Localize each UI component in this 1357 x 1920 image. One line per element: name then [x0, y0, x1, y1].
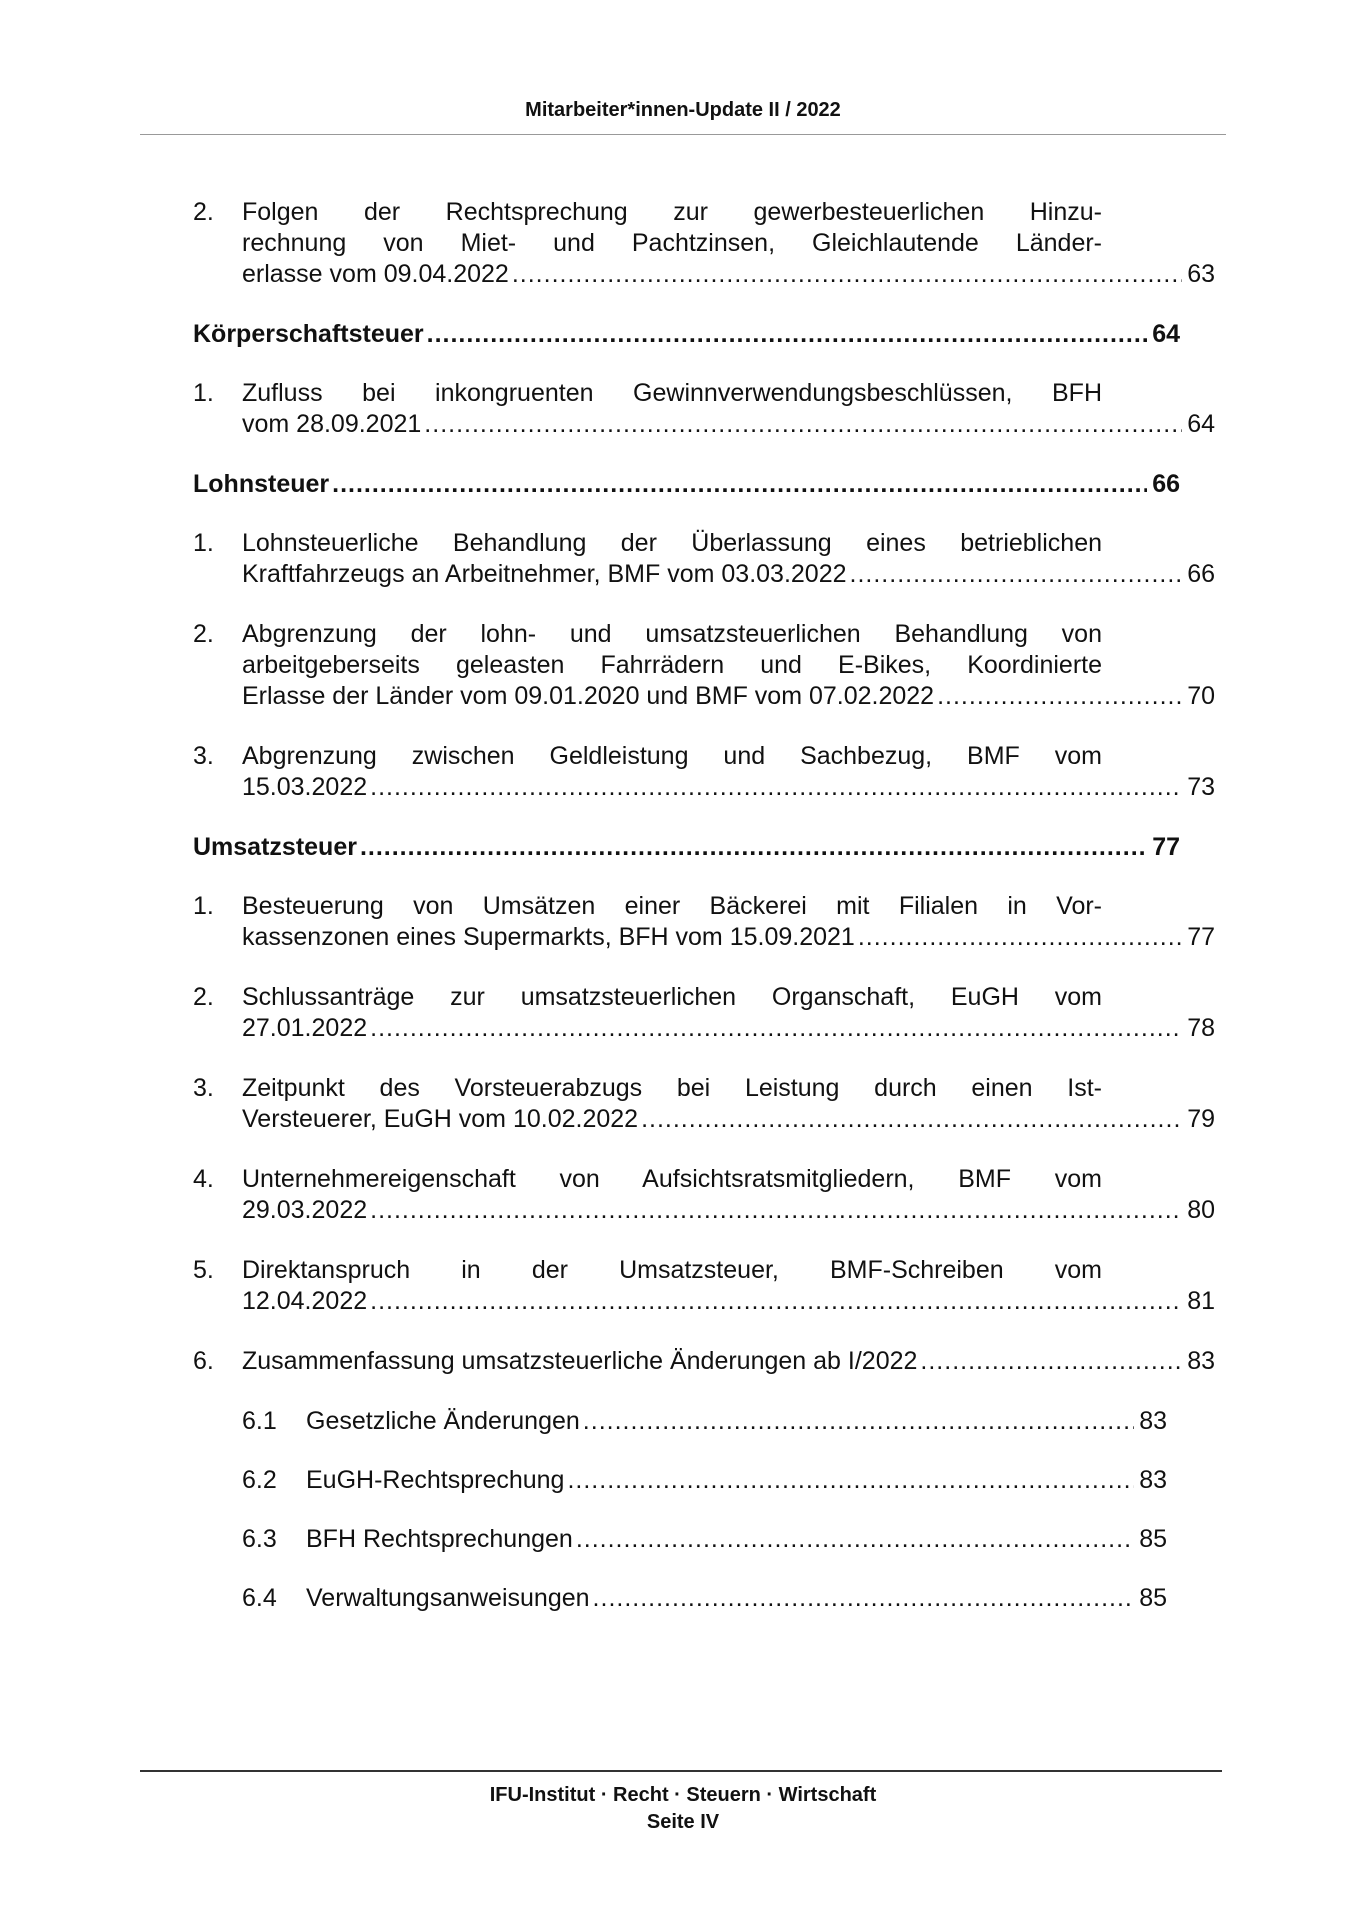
header-divider: [140, 134, 1226, 135]
toc-entry-number: 5.: [193, 1256, 214, 1284]
toc-subentry-number: 6.4: [242, 1584, 277, 1612]
toc-page-number: 85: [1139, 1525, 1167, 1553]
toc-leader-dots: [576, 1524, 1134, 1555]
toc-entry-text-line: 12.04.2022: [242, 1287, 368, 1315]
footer-page-number: Seite IV: [646, 1811, 720, 1833]
toc-page-number: 63: [1187, 260, 1215, 288]
toc-page-number: 78: [1187, 1014, 1215, 1042]
toc-entry-number: 1.: [193, 892, 214, 920]
toc-entry-text-line: arbeitgeberseits geleasten Fahrrädern und E-Bikes, Koordinierte: [242, 651, 1102, 679]
toc-leader-dots: [424, 409, 1182, 440]
toc-entry-text-line: Besteuerung von Umsätzen einer Bäckerei mit Filialen in Vor-: [242, 892, 1102, 920]
footer-divider: [140, 1770, 1222, 1772]
toc-entry-text-line: rechnung von Miet- und Pachtzinsen, Gleichlautende Länder-: [242, 229, 1102, 257]
toc-entry-text-line: Versteuerer, EuGH vom 10.02.2022: [242, 1105, 639, 1133]
footer-institute: IFU-Institut · Recht · Steuern · Wirtschaft: [489, 1784, 877, 1806]
toc-leader-dots: [858, 922, 1182, 953]
toc-leader-dots: [593, 1583, 1135, 1614]
toc-subentry-6-3[interactable]: [242, 1524, 1215, 1555]
toc-page-number: 83: [1139, 1407, 1167, 1435]
toc-entry-number: 2.: [193, 983, 214, 1011]
toc-entry-number: 1.: [193, 529, 214, 557]
toc-leader-dots: [937, 681, 1182, 712]
toc-leader-dots: [427, 319, 1148, 350]
toc-section-lohnsteuer[interactable]: [193, 469, 1215, 500]
toc-entry-koerperschaft-1[interactable]: [193, 378, 1215, 440]
toc-page-number: 70: [1187, 682, 1215, 710]
toc-subentry-label: Gesetzliche Änderungen: [306, 1407, 580, 1435]
page-header: Mitarbeiter*innen-Update II / 2022: [525, 99, 841, 121]
toc-subentry-6-1[interactable]: [242, 1406, 1215, 1437]
toc-subentry-label: EuGH-Rechtsprechung: [306, 1466, 565, 1494]
toc-entry-text-line: vom 28.09.2021: [242, 410, 422, 438]
toc-entry-text-line: erlasse vom 09.04.2022: [242, 260, 509, 288]
toc-section-title: Umsatzsteuer: [193, 833, 357, 861]
toc-leader-dots: [370, 1195, 1182, 1226]
toc-entry-text-line: Folgen der Rechtsprechung zur gewerbesteuerlichen Hinzu-: [242, 198, 1102, 226]
toc-entry-umsatz-6[interactable]: [193, 1346, 1215, 1377]
toc-entry-number: 3.: [193, 1074, 214, 1102]
toc-entry-lohn-1[interactable]: [193, 528, 1215, 590]
toc-page-number: 79: [1187, 1105, 1215, 1133]
toc-subentry-label: BFH Rechtsprechungen: [306, 1525, 573, 1553]
toc-page-number: 80: [1187, 1196, 1215, 1224]
toc-entry-umsatz-3[interactable]: [193, 1073, 1215, 1135]
toc-entry-text-line: Zufluss bei inkongruenten Gewinnverwendungsbeschlüssen, BFH: [242, 379, 1102, 407]
toc-page-number: 83: [1187, 1347, 1215, 1375]
toc-entry-lohn-2[interactable]: [193, 619, 1215, 712]
toc-leader-dots: [360, 832, 1147, 863]
toc-entry-text-line: Zusammenfassung umsatzsteuerliche Änderungen ab I/2022: [242, 1347, 918, 1375]
page-footer: [140, 1782, 1226, 1836]
toc-subentry-number: 6.2: [242, 1466, 277, 1494]
toc-page-number: 77: [1187, 923, 1215, 951]
toc-section-title: Lohnsteuer: [193, 470, 330, 498]
toc-leader-dots: [512, 259, 1182, 290]
toc-entry-text-line: Schlussanträge zur umsatzsteuerlichen Organschaft, EuGH vom: [242, 983, 1102, 1011]
toc-page-number: 83: [1139, 1466, 1167, 1494]
toc-entry-text-line: Abgrenzung zwischen Geldleistung und Sachbezug, BMF vom: [242, 742, 1102, 770]
toc-page-number: 64: [1152, 320, 1180, 348]
toc-leader-dots: [850, 559, 1183, 590]
toc-entry-text-line: Kraftfahrzeugs an Arbeitnehmer, BMF vom 03.03.2022: [242, 560, 847, 588]
toc-entry-text-line: Direktanspruch in der Umsatzsteuer, BMF-Schreiben vom: [242, 1256, 1102, 1284]
toc-entry-text-line: Lohnsteuerliche Behandlung der Überlassung eines betrieblichen: [242, 529, 1102, 557]
toc-leader-dots: [370, 1286, 1182, 1317]
toc-entry-umsatz-1[interactable]: [193, 891, 1215, 953]
toc-subentry-number: 6.3: [242, 1525, 277, 1553]
toc-entry-text-line: Unternehmereigenschaft von Aufsichtsratsmitgliedern, BMF vom: [242, 1165, 1102, 1193]
toc-leader-dots: [567, 1465, 1134, 1496]
toc-entry-umsatz-2[interactable]: [193, 982, 1215, 1044]
toc-page-number: 85: [1139, 1584, 1167, 1612]
toc-entry-umsatz-4[interactable]: [193, 1164, 1215, 1226]
toc-section-koerperschaftsteuer[interactable]: [193, 319, 1215, 350]
toc-entry-text-line: 15.03.2022: [242, 773, 368, 801]
toc-entry-text-line: Abgrenzung der lohn- und umsatzsteuerlichen Behandlung von: [242, 620, 1102, 648]
toc-entry-umsatz-5[interactable]: [193, 1255, 1215, 1317]
toc-subentry-6-2[interactable]: [242, 1465, 1215, 1496]
toc-subentry-label: Verwaltungsanweisungen: [306, 1584, 590, 1612]
toc-page-number: 73: [1187, 773, 1215, 801]
toc-entry-number: 2.: [193, 620, 214, 648]
toc-entry-gewerbe-2[interactable]: [193, 197, 1215, 290]
toc-subentry-number: 6.1: [242, 1407, 277, 1435]
toc-entry-number: 4.: [193, 1165, 214, 1193]
toc-entry-text-line: 27.01.2022: [242, 1014, 368, 1042]
toc-entry-text-line: 29.03.2022: [242, 1196, 368, 1224]
toc-entry-number: 2.: [193, 198, 214, 226]
toc-leader-dots: [370, 772, 1182, 803]
toc-leader-dots: [370, 1013, 1182, 1044]
toc-section-title: Körperschaftsteuer: [193, 320, 424, 348]
table-of-contents: [193, 197, 1215, 1642]
toc-page-number: 66: [1152, 470, 1180, 498]
toc-leader-dots: [583, 1406, 1134, 1437]
toc-entry-text-line: kassenzonen eines Supermarkts, BFH vom 15.09.2021: [242, 923, 855, 951]
toc-entry-number: 3.: [193, 742, 214, 770]
toc-entry-number: 6.: [193, 1347, 214, 1375]
toc-page-number: 81: [1187, 1287, 1215, 1315]
toc-page-number: 64: [1187, 410, 1215, 438]
toc-page-number: 77: [1152, 833, 1180, 861]
toc-entry-number: 1.: [193, 379, 214, 407]
toc-entry-lohn-3[interactable]: [193, 741, 1215, 803]
toc-leader-dots: [920, 1346, 1182, 1377]
toc-entry-text-line: Erlasse der Länder vom 09.01.2020 und BMF vom 07.02.2022: [242, 682, 935, 710]
toc-section-umsatzsteuer[interactable]: [193, 832, 1215, 863]
toc-entry-text-line: Zeitpunkt des Vorsteuerabzugs bei Leistung durch einen Ist-: [242, 1074, 1102, 1102]
toc-leader-dots: [641, 1104, 1182, 1135]
toc-leader-dots: [332, 469, 1147, 500]
toc-page-number: 66: [1187, 560, 1215, 588]
toc-subentry-6-4[interactable]: [242, 1583, 1215, 1614]
